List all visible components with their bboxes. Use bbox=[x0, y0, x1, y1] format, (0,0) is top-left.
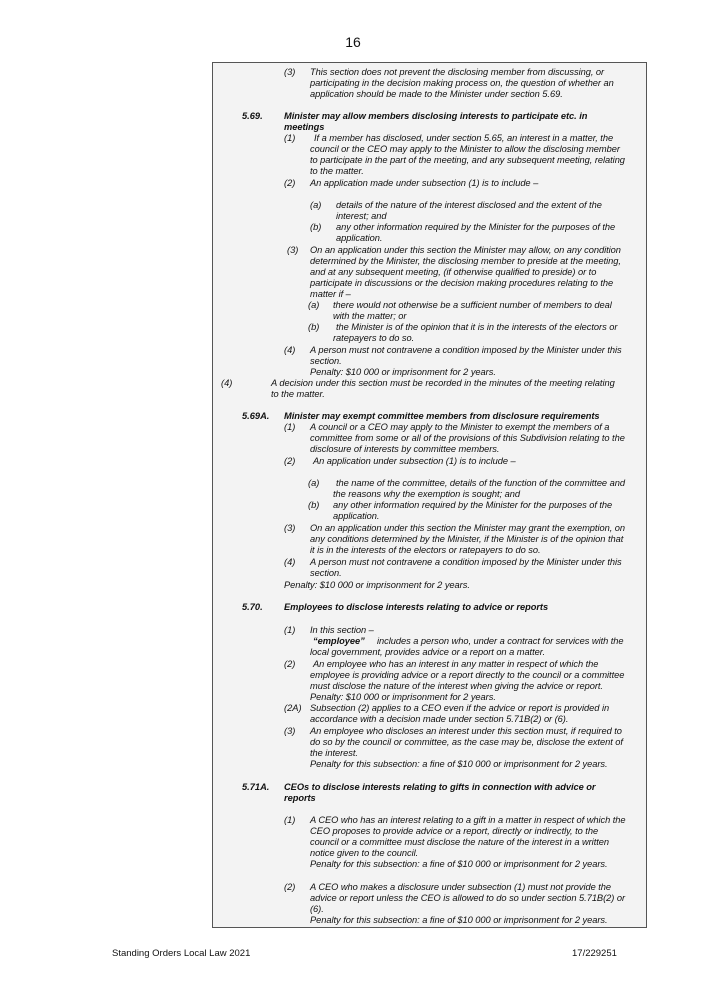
clause-label: (b) bbox=[308, 500, 320, 510]
text-line: to participate in the part of the meeting, and any subsequent meeting, relating bbox=[310, 155, 625, 165]
section-number: 5.69A. bbox=[242, 411, 270, 421]
text-line: On an application under this section the Minister may allow, on any condition bbox=[310, 245, 621, 255]
clause-label: (b) bbox=[308, 322, 320, 332]
clause-label: (a) bbox=[310, 200, 322, 210]
text-line: notice given to the council. bbox=[310, 848, 419, 858]
penalty-text: Penalty for this subsection: a fine of $10 000 or imprisonment for 2 years. bbox=[310, 859, 608, 869]
footer-document-title: Standing Orders Local Law 2021 bbox=[112, 948, 251, 959]
text-line: committee from some or all of the provisions of this Subdivision relating to the bbox=[310, 433, 625, 443]
text-line: determined by the Minister, the disclosing member to preside at the meeting, bbox=[310, 256, 621, 266]
penalty-text: Penalty: $10 000 or imprisonment for 2 years. bbox=[284, 580, 470, 590]
clause-label: (3) bbox=[284, 67, 296, 77]
text-line: application should be made to the Minister under section 5.69. bbox=[310, 89, 563, 99]
text-line: do so by the council or committee, as the case may be, disclose the extent of bbox=[310, 737, 623, 747]
text-line: participating in the decision making process on, the question of whether an bbox=[310, 78, 614, 88]
text-line: A CEO who makes a disclosure under subsection (1) must not provide the bbox=[310, 882, 612, 892]
clause-label: (3) bbox=[284, 523, 296, 533]
text-line: An application under subsection (1) is to include – bbox=[313, 456, 516, 466]
text-line: In this section – bbox=[310, 625, 374, 635]
defined-term: “employee” bbox=[313, 636, 365, 646]
text-line: disclosure of interests by committee members. bbox=[310, 444, 500, 454]
clause-label: (1) bbox=[284, 625, 296, 635]
text-line: interest; and bbox=[336, 211, 387, 221]
text-line: local government, provides advice or a report on a matter. bbox=[310, 647, 545, 657]
text-line: On an application under this section the Minister may grant the exemption, on bbox=[310, 523, 626, 533]
text-line: includes a person who, under a contract for services with the bbox=[377, 636, 624, 646]
footer-reference-number: 17/229251 bbox=[572, 948, 617, 959]
clause-label: (b) bbox=[310, 222, 322, 232]
text-line: details of the nature of the interest disclosed and the extent of the bbox=[336, 200, 602, 210]
section-heading: CEOs to disclose interests relating to gifts in connection with advice or bbox=[284, 782, 596, 792]
text-line: application. bbox=[336, 233, 383, 243]
clause-label: (4) bbox=[284, 345, 296, 355]
section-heading: Minister may allow members disclosing interests to participate etc. in bbox=[284, 111, 588, 121]
text-line: with the matter; or bbox=[333, 311, 407, 321]
section-heading: meetings bbox=[284, 122, 325, 132]
section-heading: reports bbox=[284, 793, 316, 803]
text-line: there would not otherwise be a sufficient number of members to deal bbox=[333, 300, 612, 310]
text-line: participate in discussions or the decision making procedures relating to the bbox=[310, 278, 614, 288]
text-line: section. bbox=[310, 356, 342, 366]
clause-label: (3) bbox=[287, 245, 299, 255]
text-line: council or the CEO may apply to the Minister to allow the disclosing member bbox=[310, 144, 620, 154]
text-line: Subsection (2) applies to a CEO even if the advice or report is provided in bbox=[310, 703, 610, 713]
clause-label: (a) bbox=[308, 300, 320, 310]
text-line: CEO proposes to provide advice or a report, directly or indirectly, to the bbox=[310, 826, 599, 836]
section-heading: Employees to disclose interests relating to advice or reports bbox=[284, 602, 549, 612]
text-line: (6). bbox=[310, 904, 324, 914]
text-line: ratepayers to do so. bbox=[333, 333, 415, 343]
text-line: An application made under subsection (1) is to include – bbox=[310, 178, 539, 188]
text-line: A person must not contravene a condition imposed by the Minister under this bbox=[310, 557, 622, 567]
text-line: A decision under this section must be recorded in the minutes of the meeting relating bbox=[271, 378, 615, 388]
text-line: to the matter. bbox=[271, 389, 325, 399]
clause-label: (4) bbox=[284, 557, 296, 567]
text-line: the reasons why the exemption is sought; and bbox=[333, 489, 520, 499]
text-line: it is in the interests of the electors or ratepayers to do so. bbox=[310, 545, 541, 555]
text-line: the Minister is of the opinion that it is in the interests of the electors or bbox=[336, 322, 618, 332]
clause-label: (1) bbox=[284, 133, 296, 143]
text-line: council or a committee must disclose the nature of the interest in a written bbox=[310, 837, 610, 847]
text-line: and at any subsequent meeting, (if otherwise qualified to preside) or to bbox=[310, 267, 597, 277]
penalty-text: Penalty: $10 000 or imprisonment for 2 years. bbox=[310, 367, 496, 377]
clause-label: (2) bbox=[284, 178, 296, 188]
clause-label: (1) bbox=[284, 815, 296, 825]
text-line: accordance with a decision made under section 5.71B(2) or (6). bbox=[310, 714, 569, 724]
section-number: 5.69. bbox=[242, 111, 263, 121]
text-line: any conditions determined by the Minister, if the Minister is of the opinion that bbox=[310, 534, 624, 544]
text-line: application. bbox=[333, 511, 380, 521]
section-heading: Minister may exempt committee members from disclosure requirements bbox=[284, 411, 600, 421]
text-line: This section does not prevent the disclosing member from discussing, or bbox=[310, 67, 605, 77]
text-line: to the matter. bbox=[310, 166, 364, 176]
clause-label: (2) bbox=[284, 659, 296, 669]
text-line: A person must not contravene a condition imposed by the Minister under this bbox=[310, 345, 622, 355]
clause-label: (3) bbox=[284, 726, 296, 736]
clause-label: (2) bbox=[284, 882, 296, 892]
clause-label: (4) bbox=[221, 378, 233, 388]
page-number: 16 bbox=[345, 34, 361, 50]
clause-label: (2) bbox=[284, 456, 296, 466]
section-number: 5.70. bbox=[242, 602, 263, 612]
text-line: any other information required by the Minister for the purposes of the bbox=[336, 222, 616, 232]
text-line: An employee who has an interest in any matter in respect of which the bbox=[313, 659, 599, 669]
text-line: advice or report unless the CEO is allowed to do so under section 5.71B(2) or bbox=[310, 893, 625, 903]
text-line: section. bbox=[310, 568, 342, 578]
text-line: the name of the committee, details of the function of the committee and bbox=[336, 478, 625, 488]
clause-label: (2A) bbox=[284, 703, 302, 713]
text-line: matter if – bbox=[310, 289, 351, 299]
section-number: 5.71A. bbox=[242, 782, 270, 792]
penalty-text: Penalty for this subsection: a fine of $10 000 or imprisonment for 2 years. bbox=[310, 759, 608, 769]
text-line: If a member has disclosed, under section 5.65, an interest in a matter, the bbox=[314, 133, 614, 143]
text-line: any other information required by the Minister for the purposes of the bbox=[333, 500, 613, 510]
text-line: An employee who discloses an interest under this section must, if required to bbox=[310, 726, 622, 736]
clause-label: (a) bbox=[308, 478, 320, 488]
clause-label: (1) bbox=[284, 422, 296, 432]
penalty-text: Penalty: $10 000 or imprisonment for 2 years. bbox=[310, 692, 496, 702]
text-line: the interest. bbox=[310, 748, 358, 758]
text-line: A CEO who has an interest relating to a gift in a matter in respect of which the bbox=[310, 815, 626, 825]
text-line: must disclose the nature of the interest when giving the advice or report. bbox=[310, 681, 603, 691]
text-line: employee is providing advice or a report directly to the council or a committee bbox=[310, 670, 625, 680]
text-line: A council or a CEO may apply to the Minister to exempt the members of a bbox=[310, 422, 610, 432]
penalty-text: Penalty for this subsection: a fine of $10 000 or imprisonment for 2 years. bbox=[310, 915, 608, 925]
